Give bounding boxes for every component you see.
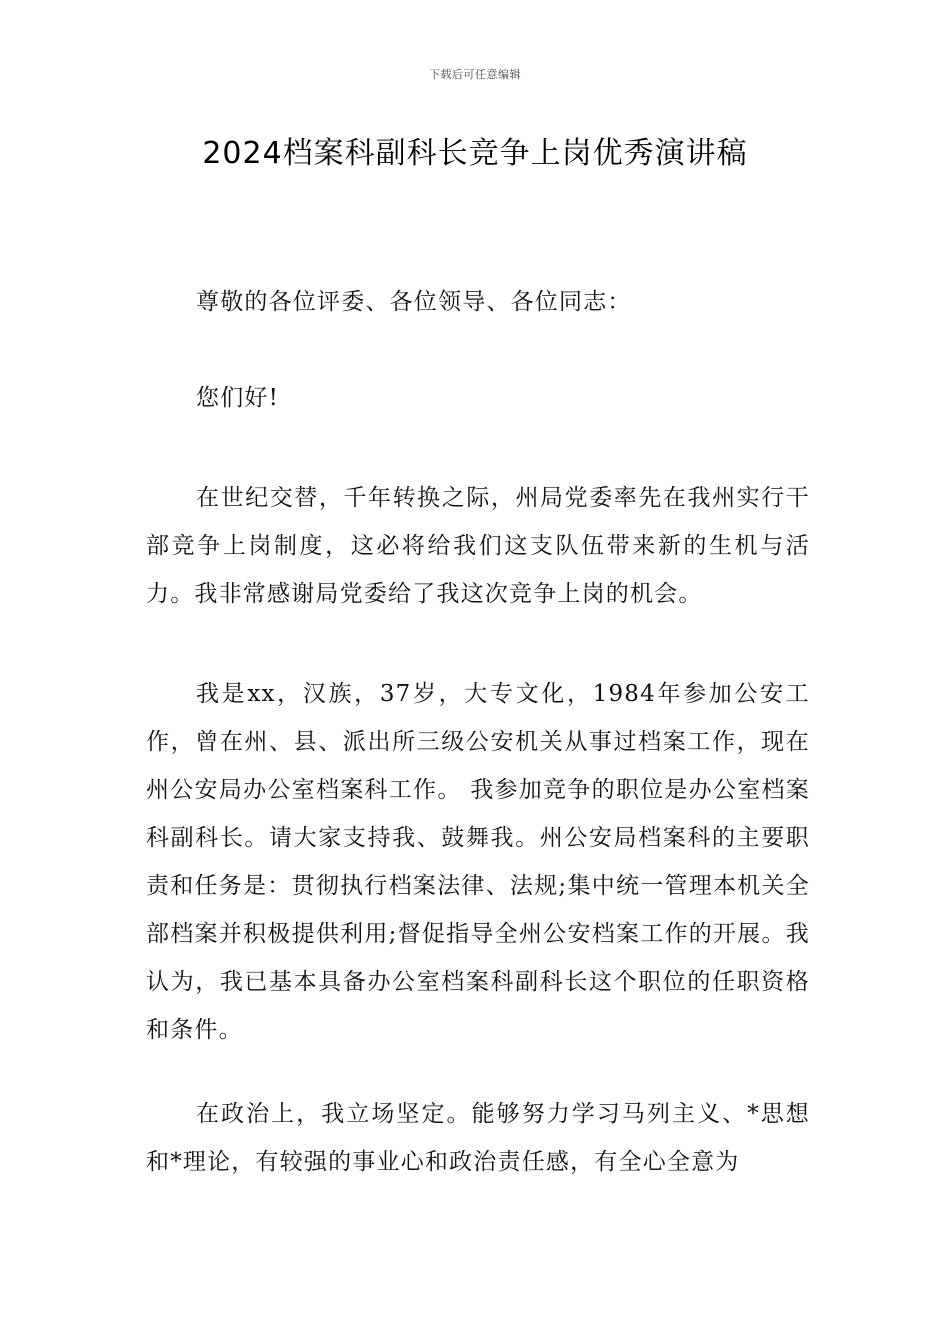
paragraph: 在政治上，我立场坚定。能够努力学习马列主义、*思想和*理论，有较强的事业心和政治责任感，有全心全意为 — [146, 1101, 810, 1175]
paragraph: 我是xx，汉族，37岁，大专文化，1984年参加公安工作，曾在州、县、派出所三级公安机关从事过档案工作，现在州公安局办公室档案科工作。 我参加竞争的职位是办公室档案科副科长。请大家支持我、鼓舞我。州公安局档案科的主要职责和任务是：贯彻执行档案法律、法规;集中统一管理本机关全部档案并积极提供利用;督促指导全州公安档案工作的开展。我认为，我已基本具备办公室档案科副科长这个职位的任职资格和条件。 — [146, 681, 810, 1043]
document-title: 2024档案科副科长竞争上岗优秀演讲稿 — [202, 136, 748, 171]
header-note: 下载后可任意编辑 — [429, 68, 521, 81]
greeting: 您们好! — [196, 385, 280, 411]
paragraph-block-2 — [146, 670, 810, 1054]
salutation: 尊敬的各位评委、各位领导、各位同志： — [196, 289, 632, 315]
greeting-block — [146, 374, 810, 422]
paragraph-block-1 — [146, 474, 810, 618]
salutation-block — [146, 278, 810, 326]
paragraph: 在世纪交替，千年转换之际，州局党委率先在我州实行干部竞争上岗制度，这必将给我们这支队伍带来新的生机与活力。我非常感谢局党委给了我这次竞争上岗的机会。 — [146, 485, 810, 607]
paragraph-block-3 — [146, 1090, 810, 1186]
